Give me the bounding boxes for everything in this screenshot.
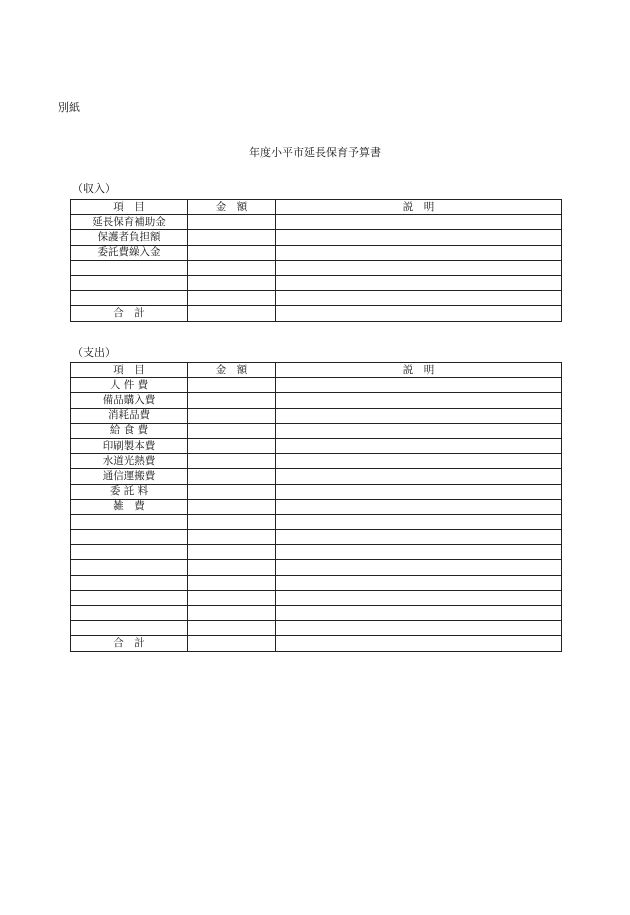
cell-note [276,378,562,393]
table-row [71,438,562,453]
table-row [71,621,562,636]
income-section-label: （収入） [72,182,116,195]
cell-item [71,560,188,575]
header-amount: 金 額 [188,200,276,215]
cell-item: 保護者負担額 [71,230,188,245]
table-row [71,454,562,469]
income-table [70,199,562,322]
table-row [71,545,562,560]
cell-amount [188,245,276,260]
cell-total-amount [188,306,276,321]
cell-amount [188,606,276,621]
cell-item: 委 託 料 [71,484,188,499]
header-amount: 金 額 [188,363,276,378]
cell-total-note [276,636,562,651]
cell-note [276,621,562,636]
attachment-label: 別紙 [58,101,80,114]
table-header-row [71,363,562,378]
cell-amount [188,575,276,590]
total-label: 合 計 [71,636,188,651]
cell-amount [188,275,276,290]
cell-item [71,514,188,529]
table-row [71,560,562,575]
cell-item [71,621,188,636]
table-header-row [71,200,562,215]
cell-item [71,275,188,290]
cell-note [276,215,562,230]
cell-amount [188,560,276,575]
cell-item: 備品購入費 [71,393,188,408]
header-item: 項 目 [71,200,188,215]
cell-item [71,530,188,545]
cell-amount [188,215,276,230]
cell-item [71,575,188,590]
cell-amount [188,590,276,605]
table-row [71,575,562,590]
cell-amount [188,621,276,636]
table-row [71,215,562,230]
cell-note [276,499,562,514]
cell-item: 給 食 費 [71,423,188,438]
cell-note [276,560,562,575]
table-row [71,469,562,484]
cell-amount [188,378,276,393]
header-note: 説 明 [276,363,562,378]
expense-section-label: （支出） [72,346,116,359]
cell-note [276,514,562,529]
cell-amount [188,230,276,245]
cell-note [276,260,562,275]
cell-item: 委託費繰入金 [71,245,188,260]
cell-amount [188,545,276,560]
table-row [71,606,562,621]
cell-amount [188,469,276,484]
table-row [71,291,562,306]
cell-total-amount [188,636,276,651]
table-row [71,230,562,245]
cell-item: 人 件 費 [71,378,188,393]
cell-amount [188,530,276,545]
cell-note [276,545,562,560]
cell-note [276,275,562,290]
document-title: 年度小平市延長保育予算書 [249,146,381,159]
table-row [71,393,562,408]
income-table-body [71,215,562,321]
cell-note [276,575,562,590]
cell-amount [188,514,276,529]
expense-table-body [71,378,562,651]
table-row [71,378,562,393]
cell-item: 消耗品費 [71,408,188,423]
table-row [71,514,562,529]
cell-note [276,484,562,499]
cell-note [276,408,562,423]
cell-amount [188,423,276,438]
cell-item: 水道光熱費 [71,454,188,469]
cell-note [276,423,562,438]
cell-note [276,530,562,545]
header-note: 説 明 [276,200,562,215]
cell-item: 通信運搬費 [71,469,188,484]
cell-note [276,393,562,408]
cell-note [276,230,562,245]
cell-item [71,606,188,621]
cell-amount [188,260,276,275]
cell-note [276,590,562,605]
total-row [71,306,562,321]
cell-amount [188,408,276,423]
total-label: 合 計 [71,306,188,321]
cell-note [276,291,562,306]
cell-amount [188,484,276,499]
cell-note [276,606,562,621]
table-row [71,408,562,423]
cell-amount [188,438,276,453]
cell-item [71,260,188,275]
cell-note [276,245,562,260]
cell-item [71,291,188,306]
header-item: 項 目 [71,363,188,378]
cell-total-note [276,306,562,321]
cell-item: 印刷製本費 [71,438,188,453]
cell-item [71,590,188,605]
cell-item: 延長保育補助金 [71,215,188,230]
total-row [71,636,562,651]
cell-item: 雑 費 [71,499,188,514]
cell-note [276,469,562,484]
table-row [71,260,562,275]
table-row [71,245,562,260]
table-row [71,275,562,290]
table-row [71,499,562,514]
table-row [71,484,562,499]
cell-amount [188,291,276,306]
table-row [71,530,562,545]
table-row [71,590,562,605]
cell-note [276,454,562,469]
cell-amount [188,499,276,514]
cell-amount [188,454,276,469]
cell-note [276,438,562,453]
cell-item [71,545,188,560]
table-row [71,423,562,438]
expense-table [70,362,562,652]
cell-amount [188,393,276,408]
